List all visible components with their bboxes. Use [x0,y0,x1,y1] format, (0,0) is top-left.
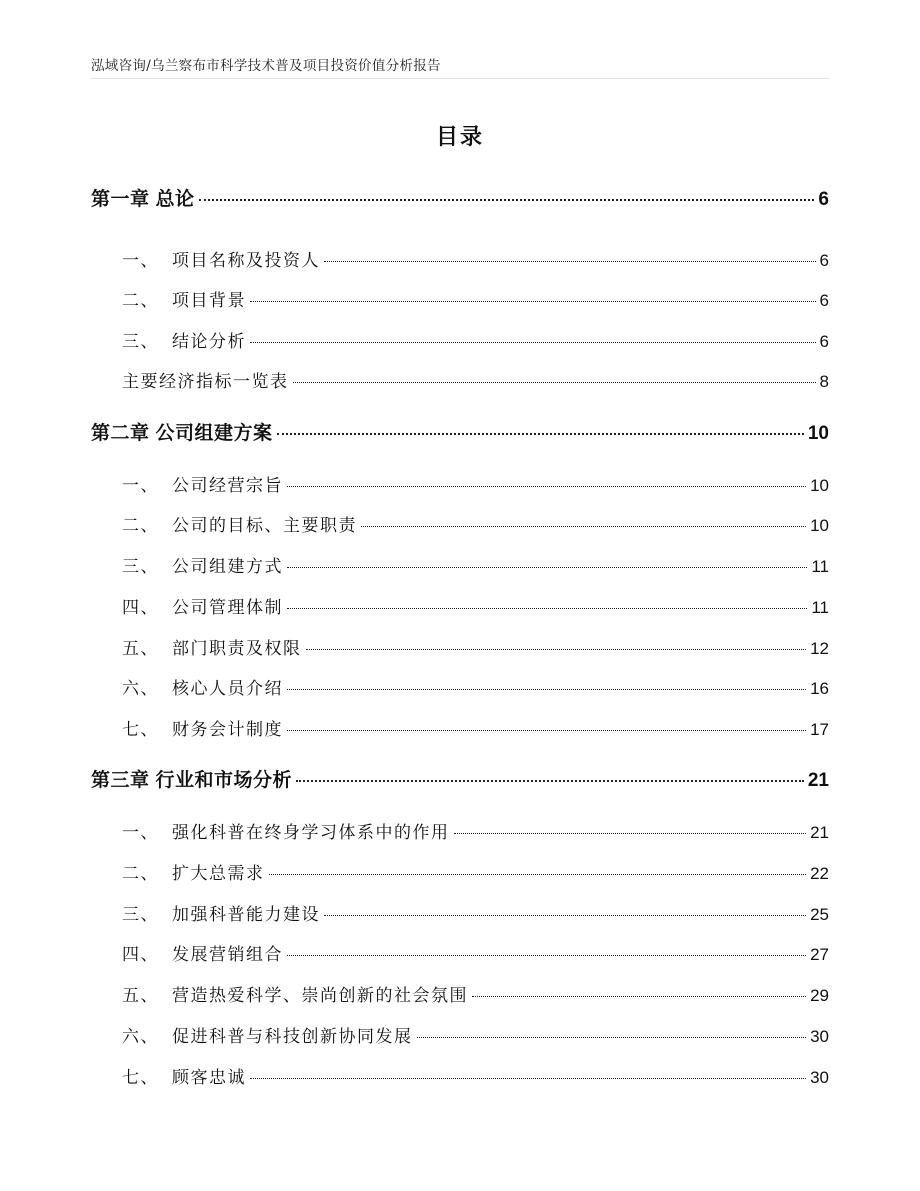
toc-entry-label: 财务会计制度 [172,720,283,740]
toc-entry-page: 27 [810,945,829,964]
toc-entry-label: 加强科普能力建设 [172,905,320,925]
toc-entry-label: 公司组建方式 [172,557,283,577]
toc-entry-label: 行业和市场分析 [155,769,293,791]
dot-leader [293,382,816,383]
toc-entry-page: 6 [818,189,829,210]
toc-entry-page: 17 [810,720,829,739]
toc-section[interactable] [122,1063,829,1089]
toc-entry-label: 发展营销组合 [172,945,283,965]
toc-entry-page: 29 [810,986,829,1005]
toc-entry-number: 五、 [122,986,159,1006]
dot-leader [306,649,807,650]
dot-leader [199,199,815,201]
toc-entry-page: 10 [810,516,829,535]
toc-entry-label: 公司经营宗旨 [172,476,283,496]
toc-entry-label: 公司组建方案 [155,422,273,444]
dot-leader [287,730,806,731]
toc-entry-number: 三、 [122,905,159,925]
toc-section[interactable] [122,674,829,700]
toc-entry-number: 三、 [122,557,159,577]
dot-leader [269,874,807,875]
toc-section[interactable] [122,593,829,619]
toc-section[interactable] [122,859,829,885]
dot-leader [287,567,807,568]
toc-entry-page: 6 [819,332,829,351]
toc-entry-label: 部门职责及权限 [172,639,302,659]
dot-leader [287,955,806,956]
page-header: 泓域咨询/乌兰察布市科学技术普及项目投资价值分析报告 [91,58,441,74]
toc-entry-number: 第二章 [91,422,150,444]
toc-entry-page: 10 [807,423,829,444]
dot-leader [296,780,804,782]
toc-entry-number: 五、 [122,639,159,659]
toc-entry-page: 30 [810,1068,829,1087]
toc-entry-number: 二、 [122,864,159,884]
toc-entry-number: 一、 [122,476,159,496]
toc-section[interactable] [122,511,829,537]
toc-section[interactable] [122,246,829,272]
toc-entry-number: 一、 [122,823,159,843]
toc-entry-page: 10 [810,476,829,495]
toc-entry-number: 七、 [122,720,159,740]
toc-entry-label: 结论分析 [172,332,246,352]
toc-entry-number: 二、 [122,516,159,536]
dot-leader [287,486,806,487]
toc-chapter-3[interactable] [91,765,829,793]
toc-entry-label: 项目背景 [172,291,246,311]
toc-entry-number: 六、 [122,1027,159,1047]
toc-entry-label: 促进科普与科技创新协同发展 [172,1027,413,1047]
dot-leader [250,342,816,343]
toc-entry-label: 营造热爱科学、崇尚创新的社会氛围 [172,986,468,1006]
toc-entry-label: 顾客忠诚 [172,1068,246,1088]
dot-leader [454,833,807,834]
toc-entry-number: 第三章 [91,769,150,791]
toc-entry-label: 公司的目标、主要职责 [172,516,357,536]
dot-leader [250,301,816,302]
toc-section[interactable] [122,981,829,1007]
toc-section[interactable] [122,940,829,966]
dot-leader [324,261,816,262]
toc-entry-page: 11 [811,557,829,576]
toc-entry-number: 一、 [122,251,159,271]
toc-entry-number: 四、 [122,598,159,618]
dot-leader [287,608,807,609]
toc-section[interactable] [122,715,829,741]
toc-entry-number: 四、 [122,945,159,965]
dot-leader [324,915,806,916]
toc-entry-page: 6 [819,251,829,270]
toc-entry-label: 公司管理体制 [172,598,283,618]
dot-leader [361,526,806,527]
toc-entry-label: 强化科普在终身学习体系中的作用 [172,823,450,843]
toc-section[interactable] [122,286,829,312]
toc-section[interactable] [122,552,829,578]
toc-section[interactable] [122,471,829,497]
toc-entry-label: 总论 [155,188,195,210]
toc-entry-number: 六、 [122,679,159,699]
dot-leader [287,689,806,690]
toc-entry-number: 三、 [122,332,159,352]
toc-entry-number: 七、 [122,1068,159,1088]
toc-chapter-1[interactable] [91,184,829,212]
toc-entry-number: 第一章 [91,188,150,210]
toc-entry-page: 8 [819,372,829,391]
toc-section[interactable] [122,1022,829,1048]
toc-entry-page: 30 [810,1027,829,1046]
toc-entry-label: 主要经济指标一览表 [122,372,289,392]
toc-section[interactable] [122,634,829,660]
toc-section[interactable] [122,900,829,926]
dot-leader [277,433,804,435]
toc-entry-page: 6 [819,291,829,310]
toc-section[interactable] [122,818,829,844]
toc-entry-page: 25 [810,905,829,924]
toc-title: 目录 [435,125,484,150]
toc-entry-label: 扩大总需求 [172,864,265,884]
toc-entry-number: 二、 [122,291,159,311]
toc-entry-label: 项目名称及投资人 [172,251,320,271]
toc-entry-page: 21 [807,770,829,791]
toc-chapter-2[interactable] [91,418,829,446]
toc-section[interactable] [122,367,829,393]
toc-entry-label: 核心人员介绍 [172,679,283,699]
toc-entry-page: 11 [811,598,829,617]
toc-entry-page: 12 [810,639,829,658]
dot-leader [417,1037,807,1038]
dot-leader [472,996,806,997]
toc-section[interactable] [122,327,829,353]
dot-leader [250,1078,806,1079]
toc-entry-page: 21 [810,823,829,842]
toc-entry-page: 16 [810,679,829,698]
toc-entry-page: 22 [810,864,829,883]
